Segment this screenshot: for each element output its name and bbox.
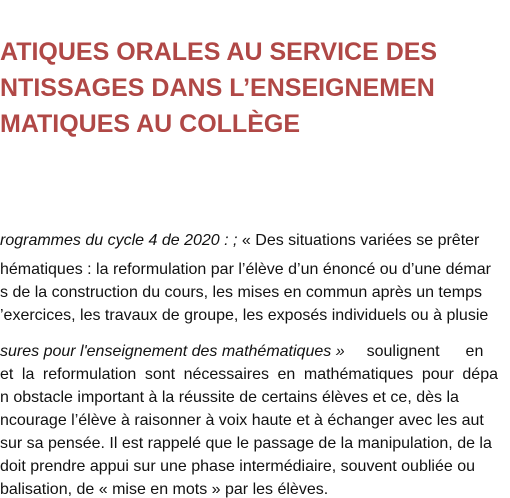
paragraph-word: sont	[144, 366, 176, 383]
document-title	[0, 34, 510, 142]
paragraph-word: nécessaires	[183, 366, 269, 383]
paragraph-word: la	[21, 366, 35, 383]
italic-semicolon: ;	[233, 232, 238, 249]
paragraph-programmes	[0, 229, 510, 327]
paragraph-word: pour	[421, 366, 454, 383]
paragraph-line: sur sa pensée. Il est rappelé que le passage de la manipulation, de la	[0, 435, 492, 452]
paragraph-line	[0, 229, 510, 252]
title-line-1: ATIQUES ORALES AU SERVICE DES	[0, 38, 438, 66]
italic-citation: rogrammes du cycle 4 de 2020 :	[0, 232, 234, 249]
paragraph-line: hématiques : la reformulation par l’élève d’un énoncé ou d’une démar	[0, 261, 491, 278]
paragraph-line: balisation, de « mise en mots » par les élèves.	[0, 481, 329, 498]
paragraph-line: s de la construction du cours, les mises en commun après un temps	[0, 284, 482, 301]
paragraph-word: soulignent	[366, 343, 440, 360]
paragraph-word: et	[0, 366, 14, 383]
paragraph-line: ncourage l’élève à raisonner à voix haute et à échanger avec les aut	[0, 412, 484, 429]
paragraph-line: ’exercices, les travaux de groupe, les exposés individuels ou à plusie	[0, 307, 489, 324]
paragraph-word: en	[277, 366, 296, 383]
title-line-3: MATIQUES AU COLLÈGE	[0, 110, 300, 138]
title-line-2: NTISSAGES DANS L’ENSEIGNEMEN	[0, 74, 435, 102]
paragraph-line-justified	[0, 363, 498, 386]
paragraph-word: en	[465, 343, 484, 360]
paragraph-word: reformulation	[42, 366, 137, 383]
italic-citation: sures pour l'enseignement des mathématiques »	[0, 343, 345, 360]
paragraph-line	[0, 340, 510, 363]
paragraph-line: n obstacle important à la réussite de certains élèves et ce, dès la	[0, 389, 459, 406]
paragraph-line: doit prendre appui sur une phase intermédiaire, souvent oubliée ou	[0, 458, 475, 475]
paragraph-word: dépa	[462, 366, 498, 383]
paragraph-word: mathématiques	[303, 366, 414, 383]
paragraph-text: « Des situations variées se prêter	[237, 232, 480, 249]
paragraph-mesures	[0, 340, 510, 498]
